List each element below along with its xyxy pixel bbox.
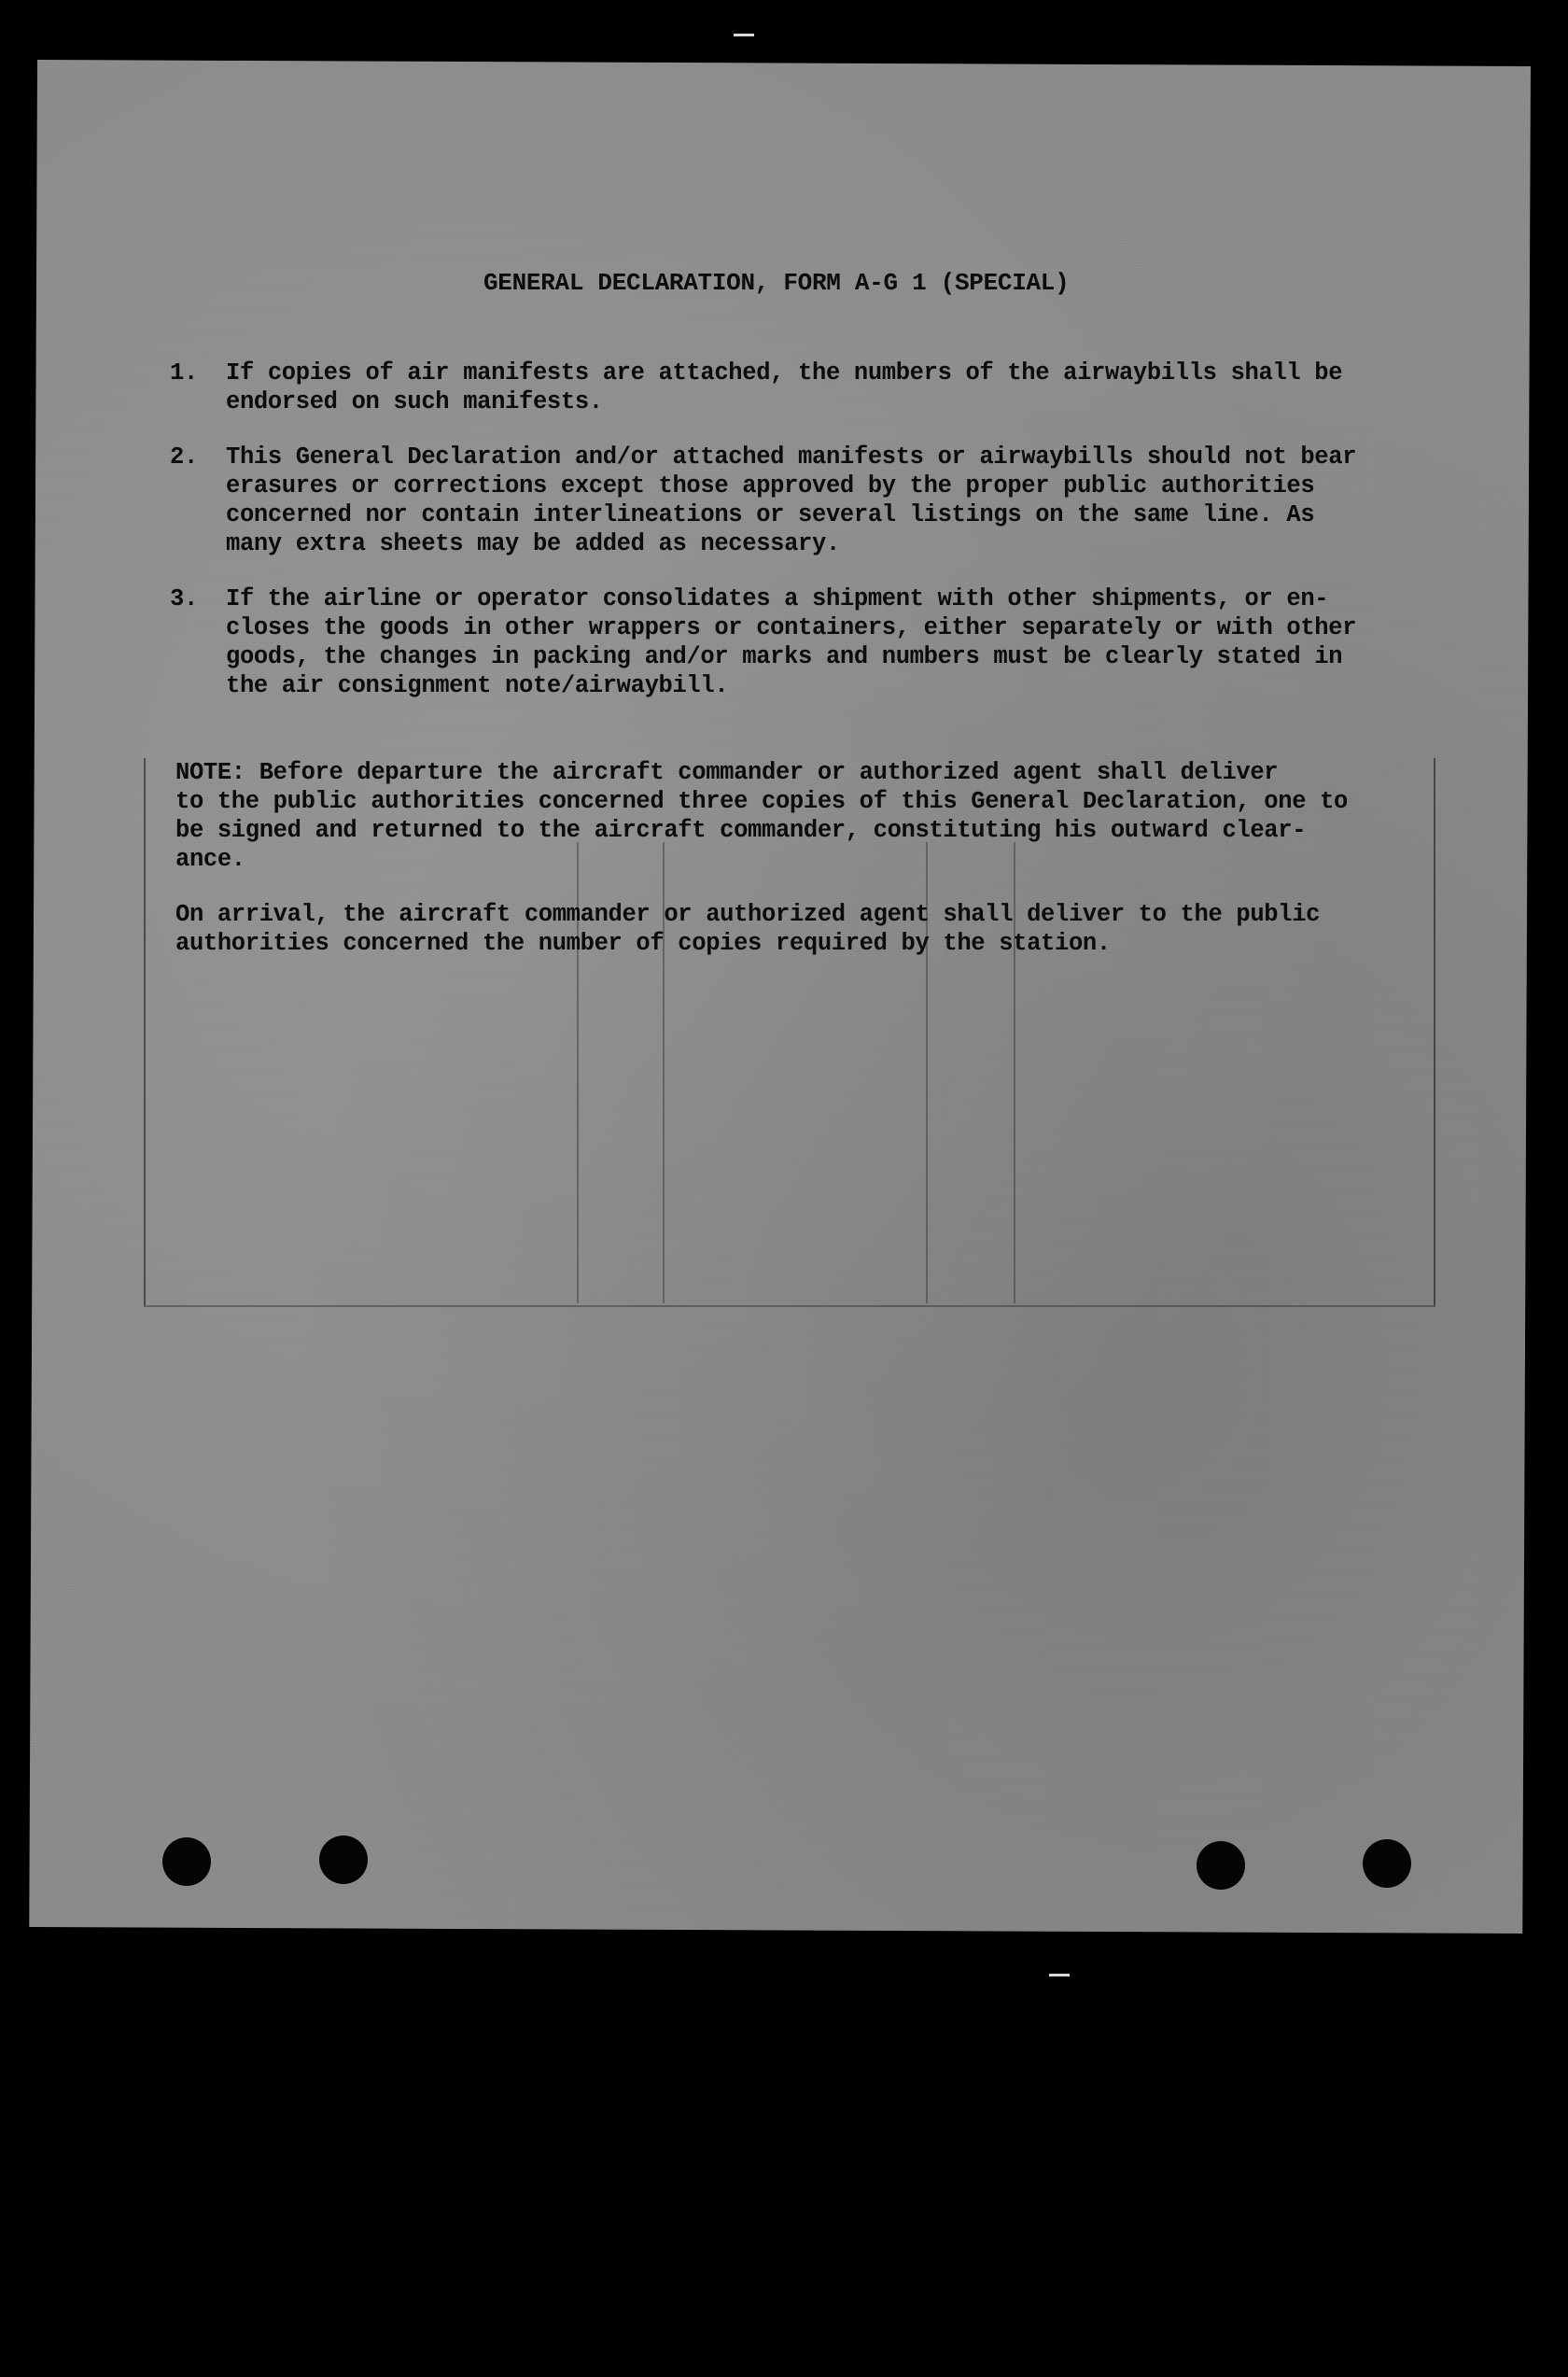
item-text: If copies of air manifests are attached, the numbers of the airwaybills shall be endorsed on such manifests. (226, 359, 1343, 415)
scan-mark-bottom (1049, 1974, 1070, 1976)
punch-hole (1363, 1839, 1411, 1888)
note-paragraph-departure: NOTE: Before departure the aircraft commander or authorized agent shall deliver to the public authorities concerned three copies of this General Declaration, one to be signed and returned to the aircraft commander, constituting his outward clear- ance. (175, 759, 1349, 873)
item-text: This General Declaration and/or attached manifests or airwaybills should not bear erasures or corrections except those approved by the proper public authorities concerned nor contain interlineations or several listings on the same line. As many extra sheets may be added as necessary. (226, 443, 1357, 557)
page-title: GENERAL DECLARATION, FORM A-G 1 (SPECIAL) (483, 269, 1070, 297)
punch-hole (1197, 1841, 1245, 1890)
note-paragraph-arrival: On arrival, the aircraft commander or authorized agent shall deliver to the public authorities concerned the number of copies required by the station. (175, 901, 1321, 957)
instruction-item-1 (170, 359, 1402, 416)
item-number: 1. (170, 359, 198, 387)
instruction-item-3 (170, 584, 1402, 700)
item-number: 2. (170, 443, 198, 471)
punch-hole (319, 1835, 368, 1884)
instruction-item-2 (170, 443, 1402, 558)
scan-mark-top (734, 34, 754, 36)
item-text: If the airline or operator consolidates a shipment with other shipments, or en- closes the goods in other wrappers or containers, either separately or with other goods, the changes in packing and/or marks and numbers must be clearly stated in the air consignment note/airwaybill. (226, 585, 1357, 699)
item-number: 3. (170, 585, 198, 612)
punch-hole (162, 1837, 211, 1886)
